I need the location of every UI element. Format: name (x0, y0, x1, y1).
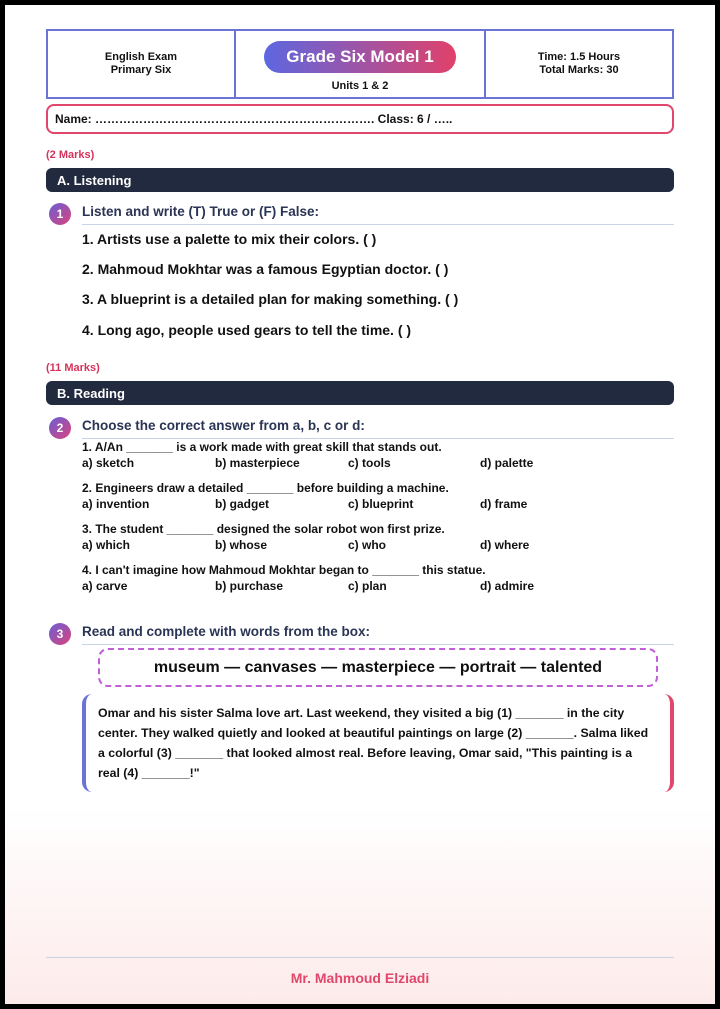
reading-section-header: B. Reading (46, 381, 674, 405)
listening-marks: (2 Marks) (46, 149, 95, 161)
option-c: c) tools (348, 456, 391, 470)
tf-item-2: 2. Mahmoud Mokhtar was a famous Egyptian doctor. ( ) (82, 261, 449, 277)
mcq-stem: 1. A/An _______ is a work made with great skill that stands out. (82, 440, 442, 454)
question-2-header (46, 417, 674, 439)
reading-passage: Omar and his sister Salma love art. Last weekend, they visited a big (1) _______ in the city center. They walked quietly and looked at beautiful paintings on large (2) _______. Salma liked a colorful (3) _______ that looked almost real. Before leaving, Omar said, "This painting is a real (4) _______!" (82, 694, 674, 792)
option-a: a) carve (82, 579, 128, 593)
tf-item-3: 3. A blueprint is a detailed plan for making something. ( ) (82, 291, 459, 307)
option-c: c) blueprint (348, 497, 414, 511)
question-3-number: 3 (49, 623, 71, 645)
option-b: b) whose (215, 538, 268, 552)
exam-header (46, 29, 674, 99)
word-box: museum — canvases — masterpiece — portrait — talented (98, 648, 658, 687)
author-footer: Mr. Mahmoud Elziadi (290, 970, 430, 986)
name-class-field[interactable]: Name: ……………………………………………………………. Class: 6 / ….. (46, 104, 674, 134)
option-a: a) sketch (82, 456, 135, 470)
option-b: b) masterpiece (215, 456, 300, 470)
exam-units: Units 1 & 2 (331, 79, 389, 92)
exam-level: Primary Six (110, 64, 172, 76)
listening-section-header: A. Listening (46, 168, 674, 192)
mcq-stem: 4. I can't imagine how Mahmoud Mokhtar began to _______ this statue. (82, 563, 486, 577)
question-3-header (46, 623, 674, 645)
question-2-number: 2 (49, 417, 71, 439)
exam-subject: English Exam (104, 51, 178, 63)
question-1-header (46, 203, 674, 225)
mcq-stem: 2. Engineers draw a detailed _______ before building a machine. (82, 481, 449, 495)
option-a: a) which (82, 538, 131, 552)
option-b: b) gadget (215, 497, 269, 511)
mcq-item-4 (82, 562, 674, 594)
option-d: d) frame (480, 497, 528, 511)
option-c: c) plan (348, 579, 387, 593)
option-d: d) admire (480, 579, 535, 593)
mcq-item-2 (82, 480, 674, 512)
tf-item-1: 1. Artists use a palette to mix their colors. ( ) (82, 231, 377, 247)
question-2-title: Choose the correct answer from a, b, c or d: (82, 417, 674, 439)
option-a: a) invention (82, 497, 150, 511)
exam-title: Grade Six Model 1 (264, 41, 456, 73)
exam-page (46, 0, 674, 1009)
question-1-number: 1 (49, 203, 71, 225)
footer-divider (46, 957, 674, 958)
question-3-title: Read and complete with words from the box: (82, 623, 674, 645)
option-c: c) who (348, 538, 386, 552)
option-b: b) purchase (215, 579, 284, 593)
reading-marks: (11 Marks) (46, 362, 100, 374)
mcq-stem: 3. The student _______ designed the solar robot won first prize. (82, 522, 445, 536)
question-1-title: Listen and write (T) True or (F) False: (82, 203, 674, 225)
exam-time: Time: 1.5 Hours (537, 51, 621, 63)
exam-total-marks: Total Marks: 30 (539, 64, 619, 76)
option-d: d) where (480, 538, 530, 552)
tf-item-4: 4. Long ago, people used gears to tell the time. ( ) (82, 322, 412, 338)
exam-time-marks (486, 31, 672, 97)
mcq-item-1 (82, 439, 674, 471)
exam-title-cell (236, 31, 486, 97)
mcq-item-3 (82, 521, 674, 553)
option-d: d) palette (480, 456, 534, 470)
exam-info (48, 31, 236, 97)
